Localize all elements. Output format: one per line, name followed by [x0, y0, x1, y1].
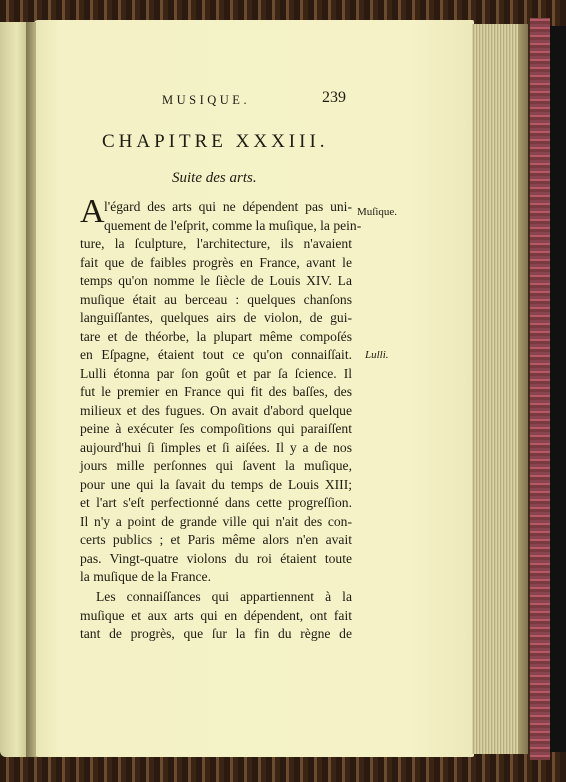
margin-note-lulli: Lulli. [365, 349, 389, 361]
body-line: pas. Vingt-quatre violons du roi étaient toute [80, 550, 352, 566]
body-line: en Eſpagne, étaient tout ce qu'on connaiſſait. [80, 347, 352, 362]
drop-cap: A [80, 193, 105, 230]
page-number: 239 [322, 89, 346, 106]
body-line: milieux et des fugues. On avait d'abord quelque [80, 402, 352, 418]
body-line: certs publics ; et Paris même alors n'en avait [80, 532, 352, 547]
body-line: muſique était au berceau : quelques chanſons [80, 291, 352, 307]
book-cover-edge [528, 18, 550, 760]
body-line: l'égard des arts qui ne dépendent pas uni- [104, 199, 352, 214]
body-line: ture, la ſculpture, l'architecture, ils n'avaient [80, 236, 352, 251]
body-line: et l'art s'eſt perfectionné dans cette progreſſion. [80, 495, 352, 510]
body-line: fut le premier en France qui fit des baſſes, des [80, 384, 352, 399]
body-line: fait que de faibles progrès en France, avant le [80, 254, 352, 270]
body-line: Les connaiſſances qui appartiennent à la [96, 589, 352, 604]
margin-note-musique: Muſique. [357, 206, 398, 218]
body-line: temps qu'on nomme le ſiècle de Louis XIV. La [80, 273, 352, 288]
left-page-edge [0, 22, 28, 757]
running-head: MUSIQUE. [162, 93, 251, 107]
body-line: languiſſantes, quelques airs de violon, de gui- [80, 310, 352, 325]
body-line: quement de l'eſprit, comme la muſique, la pein- [104, 217, 362, 233]
body-line: aujourd'hui ſi ſimples et ſi aiſées. Il y a de nos [80, 439, 352, 455]
body-line: tant de progrès, que ſur la fin du règne de [80, 626, 352, 641]
body-line: la muſique de la France. [80, 569, 211, 584]
page-gutter [26, 22, 36, 757]
body-line: muſique et aux arts qui en dépendent, ont fait [80, 607, 352, 623]
body-line: Il n'y a point de grande ville qui n'ait des con- [80, 513, 352, 529]
section-title: Suite des arts. [172, 170, 257, 186]
body-line: Lulli étonna par ſon goût et par ſa ſcience. Il [80, 365, 352, 381]
body-line: peine à exécuter ſes compoſitions qui paraiſſent [80, 421, 352, 436]
chapter-title: CHAPITRE XXXIII. [102, 131, 329, 152]
body-line: tare et de théorbe, la plupart même compoſés [80, 328, 352, 344]
body-line: pour une qui la ſavait du temps de Louis XIII; [80, 476, 352, 492]
body-line: jours mille perſonnes qui ſavent la muſique, [80, 458, 352, 473]
